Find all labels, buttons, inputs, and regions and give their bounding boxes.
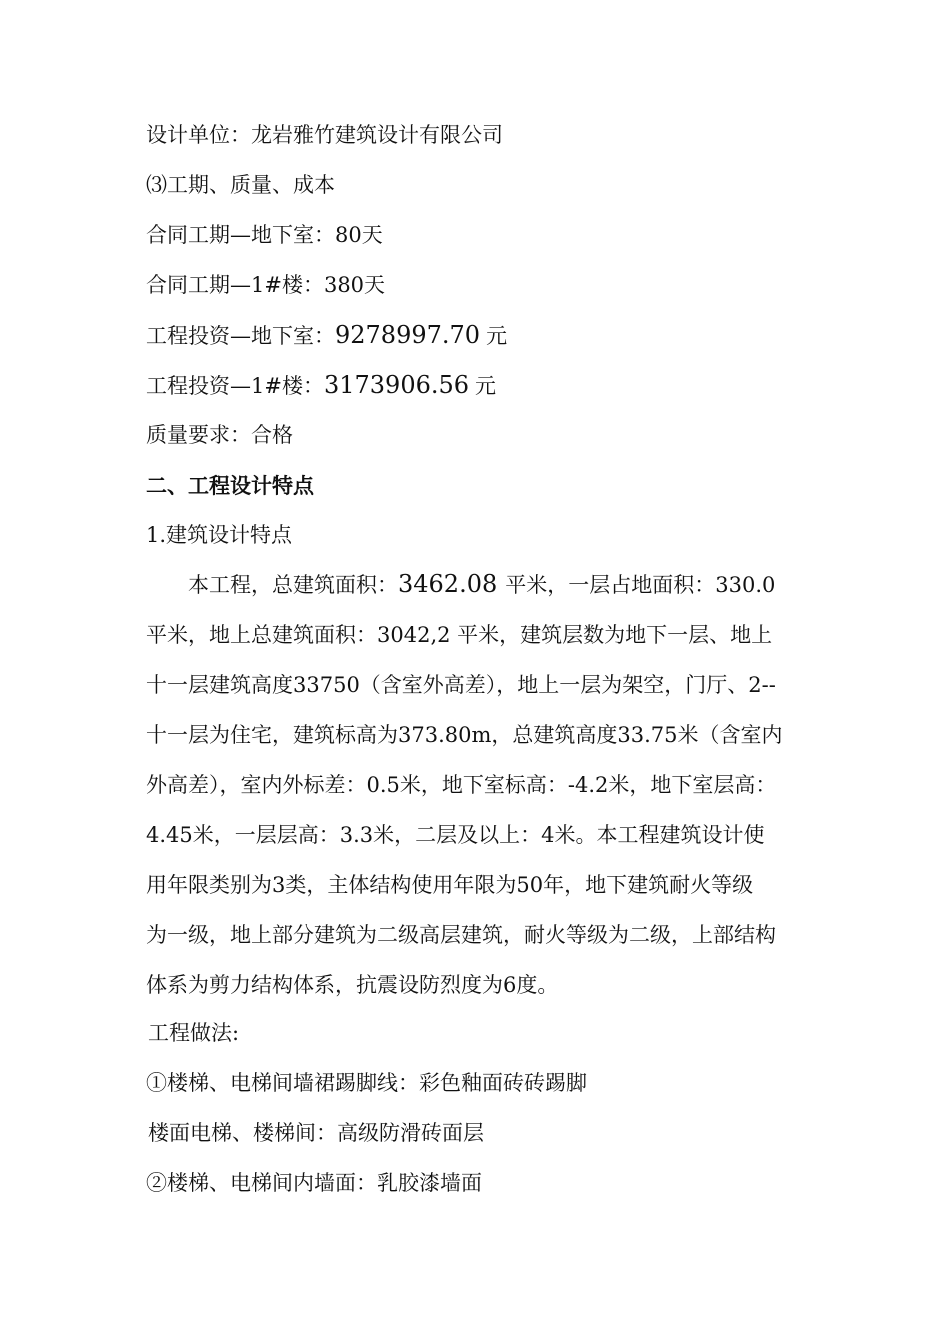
- practice-item-1: ①楼梯、电梯间墙裙踢脚线：彩色釉面砖砖踢脚: [146, 1071, 587, 1095]
- paragraph-line-7: 用年限类别为3类，主体结构使用年限为50年，地下建筑耐火等级: [146, 873, 754, 897]
- contract-period-basement: 合同工期—地下室：80天: [146, 223, 383, 247]
- practice-title: 工程做法:: [148, 1021, 240, 1045]
- paragraph-line-1-c: 平米，一层占地面积：330.0: [505, 573, 776, 597]
- practice-item-1b: 楼面电梯、楼梯间：高级防滑砖面层: [148, 1121, 484, 1145]
- paragraph-line-1: [188, 572, 775, 596]
- practice-item-2: ②楼梯、电梯间内墙面：乳胶漆墙面: [146, 1171, 482, 1195]
- paragraph-line-2: 平米，地上总建筑面积：3042,2 平米，建筑层数为地下一层、地上: [146, 623, 773, 647]
- investment-basement-unit: 元: [486, 324, 508, 348]
- paragraph-line-3: 十一层建筑高度33750（含室外高差），地上一层为架空，门厅、2--: [146, 673, 776, 697]
- investment-building1-label: 工程投资—1#楼：: [146, 374, 324, 398]
- investment-building1-unit: 元: [475, 374, 497, 398]
- contract-period-building1: 合同工期—1#楼：380天: [146, 273, 386, 297]
- investment-basement-value: 9278997.70: [335, 321, 481, 349]
- paragraph-line-6: 4.45米，一层层高：3.3米，二层及以上：4米。本工程建筑设计使: [146, 823, 765, 847]
- paragraph-line-8: 为一级，地上部分建筑为二级高层建筑，耐火等级为二级，上部结构: [146, 923, 776, 947]
- paragraph-line-5: 外高差），室内外标差：0.5米，地下室标高：-4.2米，地下室层高：: [146, 773, 777, 797]
- subsection-1-heading: 1.建筑设计特点: [146, 523, 293, 547]
- quality-requirement: 质量要求：合格: [146, 423, 293, 447]
- section-2-heading: 二、工程设计特点: [146, 473, 314, 498]
- paragraph-line-9: 体系为剪力结构体系，抗震设防烈度为6度。: [146, 973, 559, 997]
- total-area-value: 3462.08: [398, 570, 498, 598]
- investment-building1-value: 3173906.56: [323, 371, 470, 399]
- section-3-heading: ⑶工期、质量、成本: [146, 173, 335, 197]
- investment-basement-line: [146, 323, 507, 347]
- paragraph-line-1-a: 本工程，总建筑面积：: [188, 573, 398, 597]
- investment-basement-label: 工程投资—地下室：: [146, 324, 335, 348]
- design-unit-line: 设计单位：龙岩雅竹建筑设计有限公司: [146, 123, 503, 147]
- investment-building1-line: [146, 373, 496, 397]
- paragraph-line-4: 十一层为住宅，建筑标高为373.80m，总建筑高度33.75米（含室内: [146, 723, 783, 747]
